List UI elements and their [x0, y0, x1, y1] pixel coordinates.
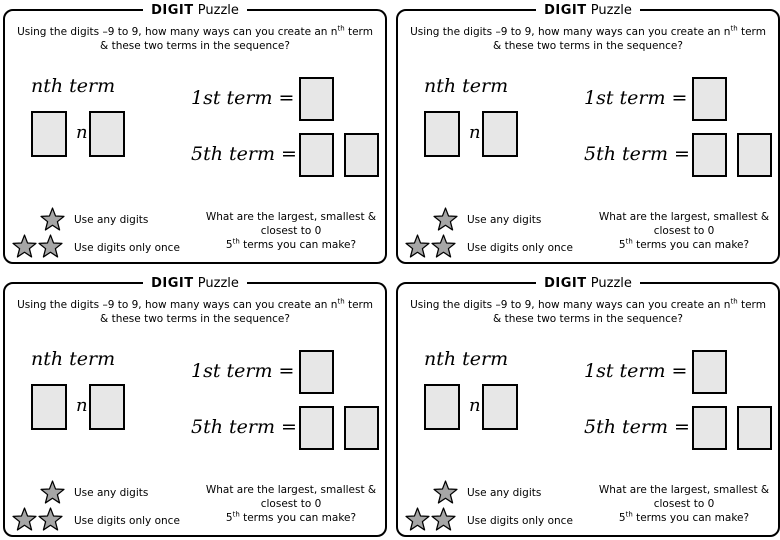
challenge-text: [201, 210, 381, 252]
puzzle-prompt: [410, 298, 766, 326]
n-variable: n: [76, 122, 88, 143]
star-icon: [405, 234, 430, 259]
star-icon: [431, 234, 456, 259]
title-bold: DIGIT: [151, 276, 194, 291]
fifth-term-label: 5th term =: [584, 416, 690, 438]
challenge-line3-pre: 5: [618, 239, 626, 251]
fifth-term-label: 5th term =: [191, 143, 297, 165]
fifth-term-units-box[interactable]: [737, 133, 772, 177]
title-rest: Puzzle: [590, 276, 632, 291]
puzzle-card: [3, 3, 387, 264]
level-one-text: Use any digits: [74, 487, 149, 499]
coefficient-box[interactable]: [31, 111, 67, 157]
challenge-line3-pre: 5: [225, 239, 233, 251]
challenge-line1: What are the largest, smallest &: [205, 211, 377, 223]
first-term-box[interactable]: [692, 77, 727, 121]
level-two-text: Use digits only once: [74, 515, 180, 527]
challenge-line3: terms you can make?: [239, 512, 357, 524]
prompt-line1-end: term: [344, 299, 373, 311]
card-title: [5, 274, 385, 292]
first-term-box[interactable]: [299, 350, 334, 394]
title-rest: Puzzle: [197, 276, 239, 291]
star-icon: [40, 480, 65, 505]
prompt-line1-end: term: [344, 26, 373, 38]
fifth-term-units-box[interactable]: [344, 406, 379, 450]
prompt-line2: & these two terms in the sequence?: [100, 40, 290, 52]
nth-term-label: nth term: [31, 75, 116, 97]
title-bold: DIGIT: [544, 276, 587, 291]
puzzle-prompt: [17, 298, 373, 326]
puzzle-card: [396, 3, 780, 264]
fifth-term-tens-box[interactable]: [299, 133, 334, 177]
nth-term-label: nth term: [424, 348, 509, 370]
puzzle-prompt: [410, 25, 766, 53]
star-icon: [433, 480, 458, 505]
prompt-sup: th: [730, 24, 738, 33]
n-variable: n: [469, 395, 481, 416]
star-icon: [12, 507, 37, 532]
level-two-text: Use digits only once: [74, 242, 180, 254]
star-icon: [431, 507, 456, 532]
fifth-term-label: 5th term =: [191, 416, 297, 438]
first-term-box[interactable]: [692, 350, 727, 394]
constant-box[interactable]: [89, 111, 125, 157]
prompt-sup: th: [337, 297, 345, 306]
level-two-text: Use digits only once: [467, 242, 573, 254]
first-term-label: 1st term =: [191, 360, 295, 382]
fifth-term-units-box[interactable]: [344, 133, 379, 177]
prompt-line1: Using the digits –9 to 9, how many ways can you create an n: [17, 26, 338, 38]
challenge-sup: th: [232, 510, 240, 519]
first-term-box[interactable]: [299, 77, 334, 121]
level-one-text: Use any digits: [467, 214, 542, 226]
nth-term-label: nth term: [424, 75, 509, 97]
challenge-text: [594, 483, 774, 525]
title-rest: Puzzle: [197, 3, 239, 18]
challenge-sup: th: [625, 237, 633, 246]
prompt-line1-end: term: [737, 299, 766, 311]
challenge-line3: terms you can make?: [239, 239, 357, 251]
puzzle-prompt: [17, 25, 373, 53]
coefficient-box[interactable]: [31, 384, 67, 430]
fifth-term-units-box[interactable]: [737, 406, 772, 450]
challenge-line3: terms you can make?: [632, 239, 750, 251]
first-term-label: 1st term =: [191, 87, 295, 109]
challenge-text: [594, 210, 774, 252]
level-one-text: Use any digits: [467, 487, 542, 499]
level-one-text: Use any digits: [74, 214, 149, 226]
star-icon: [12, 234, 37, 259]
prompt-line2: & these two terms in the sequence?: [493, 40, 683, 52]
level-two-text: Use digits only once: [467, 515, 573, 527]
constant-box[interactable]: [482, 111, 518, 157]
coefficient-box[interactable]: [424, 384, 460, 430]
star-icon: [433, 207, 458, 232]
prompt-sup: th: [730, 297, 738, 306]
card-title: [398, 274, 778, 292]
fifth-term-tens-box[interactable]: [692, 133, 727, 177]
coefficient-box[interactable]: [424, 111, 460, 157]
prompt-line2: & these two terms in the sequence?: [100, 313, 290, 325]
first-term-label: 1st term =: [584, 360, 688, 382]
prompt-line1-end: term: [737, 26, 766, 38]
card-title: [5, 1, 385, 19]
prompt-line1: Using the digits –9 to 9, how many ways can you create an n: [410, 26, 731, 38]
nth-term-label: nth term: [31, 348, 116, 370]
prompt-line1: Using the digits –9 to 9, how many ways can you create an n: [17, 299, 338, 311]
star-icon: [405, 507, 430, 532]
n-variable: n: [76, 395, 88, 416]
star-icon: [38, 507, 63, 532]
challenge-line2: closest to 0: [260, 498, 322, 510]
challenge-sup: th: [232, 237, 240, 246]
challenge-line3-pre: 5: [618, 512, 626, 524]
fifth-term-tens-box[interactable]: [692, 406, 727, 450]
constant-box[interactable]: [89, 384, 125, 430]
prompt-line2: & these two terms in the sequence?: [493, 313, 683, 325]
prompt-line1: Using the digits –9 to 9, how many ways can you create an n: [410, 299, 731, 311]
challenge-line2: closest to 0: [653, 498, 715, 510]
title-bold: DIGIT: [151, 3, 194, 18]
challenge-line1: What are the largest, smallest &: [598, 211, 770, 223]
constant-box[interactable]: [482, 384, 518, 430]
star-icon: [38, 234, 63, 259]
challenge-line3-pre: 5: [225, 512, 233, 524]
challenge-line2: closest to 0: [260, 225, 322, 237]
challenge-text: [201, 483, 381, 525]
n-variable: n: [469, 122, 481, 143]
title-rest: Puzzle: [590, 3, 632, 18]
fifth-term-label: 5th term =: [584, 143, 690, 165]
challenge-line1: What are the largest, smallest &: [205, 484, 377, 496]
fifth-term-tens-box[interactable]: [299, 406, 334, 450]
prompt-sup: th: [337, 24, 345, 33]
star-icon: [40, 207, 65, 232]
first-term-label: 1st term =: [584, 87, 688, 109]
challenge-sup: th: [625, 510, 633, 519]
puzzle-card: [3, 276, 387, 537]
challenge-line3: terms you can make?: [632, 512, 750, 524]
title-bold: DIGIT: [544, 3, 587, 18]
card-title: [398, 1, 778, 19]
challenge-line2: closest to 0: [653, 225, 715, 237]
puzzle-card: [396, 276, 780, 537]
challenge-line1: What are the largest, smallest &: [598, 484, 770, 496]
